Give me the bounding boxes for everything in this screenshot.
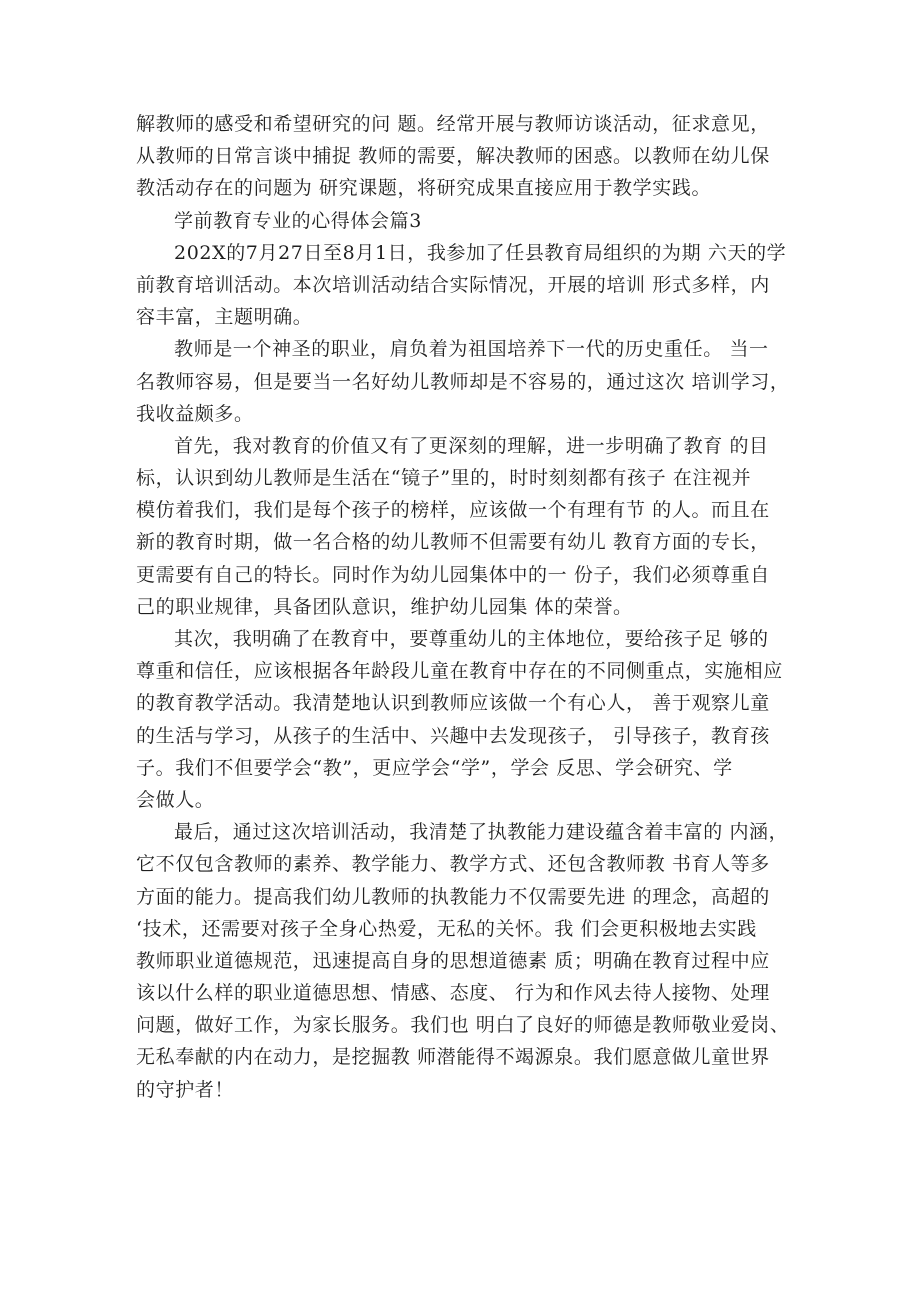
text-line: 教师是一个神圣的职业，肩负着为祖国培养下一代的历史重任。 当一 (174, 338, 769, 361)
document-body (136, 108, 796, 1106)
text-line: 问题，做好工作，为家长服务。我们也 明白了良好的师德是教师敬业爱岗、 (136, 1014, 790, 1037)
text-line: 前教育培训活动。本次培训活动结合实际情况，开展的培训 形式多样，内 (136, 273, 770, 296)
text-line: 更需要有自己的特长。同时作为幼儿园集体中的一 份子，我们必须尊重自 (136, 563, 770, 586)
text-line: 首先，我对教育的价值又有了更深刻的理解，进一步明确了教育 的目 (174, 434, 769, 457)
text-line: 从教师的日常言谈中捕捉 教师的需要，解决教师的困惑。以教师在幼儿保 (136, 145, 770, 168)
text-line: 我收益颇多。 (136, 402, 254, 425)
text-line: 方面的能力。提高我们幼儿教师的执教能力不仅需要先进 的理念，高超的 (136, 885, 770, 908)
text-line: 尊重和信任，应该根据各年龄段儿童在教育中存在的不同侧重点，实施相应 (136, 660, 783, 683)
text-line: 会做人。 (136, 788, 215, 811)
text-line: 名教师容易，但是要当一名好幼儿教师却是不容易的，通过这次 培训学习， (136, 370, 790, 393)
text-line: 其次，我明确了在教育中，要尊重幼儿的主体地位，要给孩子足 够的 (174, 628, 769, 650)
section-heading: 学前教育专业的心得体会篇3 (174, 209, 422, 232)
text-line: 解教师的感受和希望研究的问 题。经常开展与教师访谈活动，征求意见， (136, 113, 770, 135)
text-line: 模仿着我们，我们是每个孩子的榜样，应该做一个有理有节 的人。而且在 (136, 499, 770, 522)
text-line: 的守护者！ (136, 1078, 235, 1101)
text-line: 的教育教学活动。我清楚地认识到教师应该做一个有心人， 善于观察儿童 (136, 692, 770, 715)
text-line: 己的职业规律，具备团队意识，维护幼儿园集 体的荣誉。 (136, 595, 633, 618)
text-line: ‘技术，还需要对孩子全身心热爱，无私的关怀。我 们会更积极地去实践 (136, 917, 757, 940)
text-line: 该以什么样的职业道德思想、情感、态度、 行为和作风去待人接物、处理 (136, 982, 770, 1005)
text-line: 的生活与学习，从孩子的生活中、兴趣中去发现孩子， 引导孩子，教育孩 (136, 724, 770, 747)
text-line: 新的教育时期，做一名合格的幼儿教师不但需要有幼儿 教育方面的专长， (136, 531, 770, 554)
text-line: 子。我们不但要学会“教”，更应学会“学”，学会 反思、学会研究、学 (136, 756, 733, 779)
text-line: 它不仅包含教师的素养、教学能力、教学方式、还包含教师教 书育人等多 (136, 853, 770, 876)
text-line: 无私奉献的内在动力，是挖掘教 师潜能得不竭源泉。我们愿意做儿童世界 (136, 1046, 770, 1069)
text-line: 标，认识到幼儿教师是生活在“镜子”里的，时时刻刻都有孩子 在注视并 (136, 467, 752, 490)
text-line: 202X的7月27日至8月1日，我参加了任县教育局组织的为期 六天的学 (174, 241, 787, 264)
text-line: 教活动存在的问题为 研究课题，将研究成果直接应用于教学实践。 (136, 177, 712, 200)
text-line: 最后，通过这次培训活动，我清楚了执教能力建设蕴含着丰富的 内涵， (174, 821, 789, 844)
text-line: 教师职业道德规范，迅速提高自身的思想道德素 质；明确在教育过程中应 (136, 949, 770, 972)
text-line: 容丰富，主题明确。 (136, 306, 313, 329)
